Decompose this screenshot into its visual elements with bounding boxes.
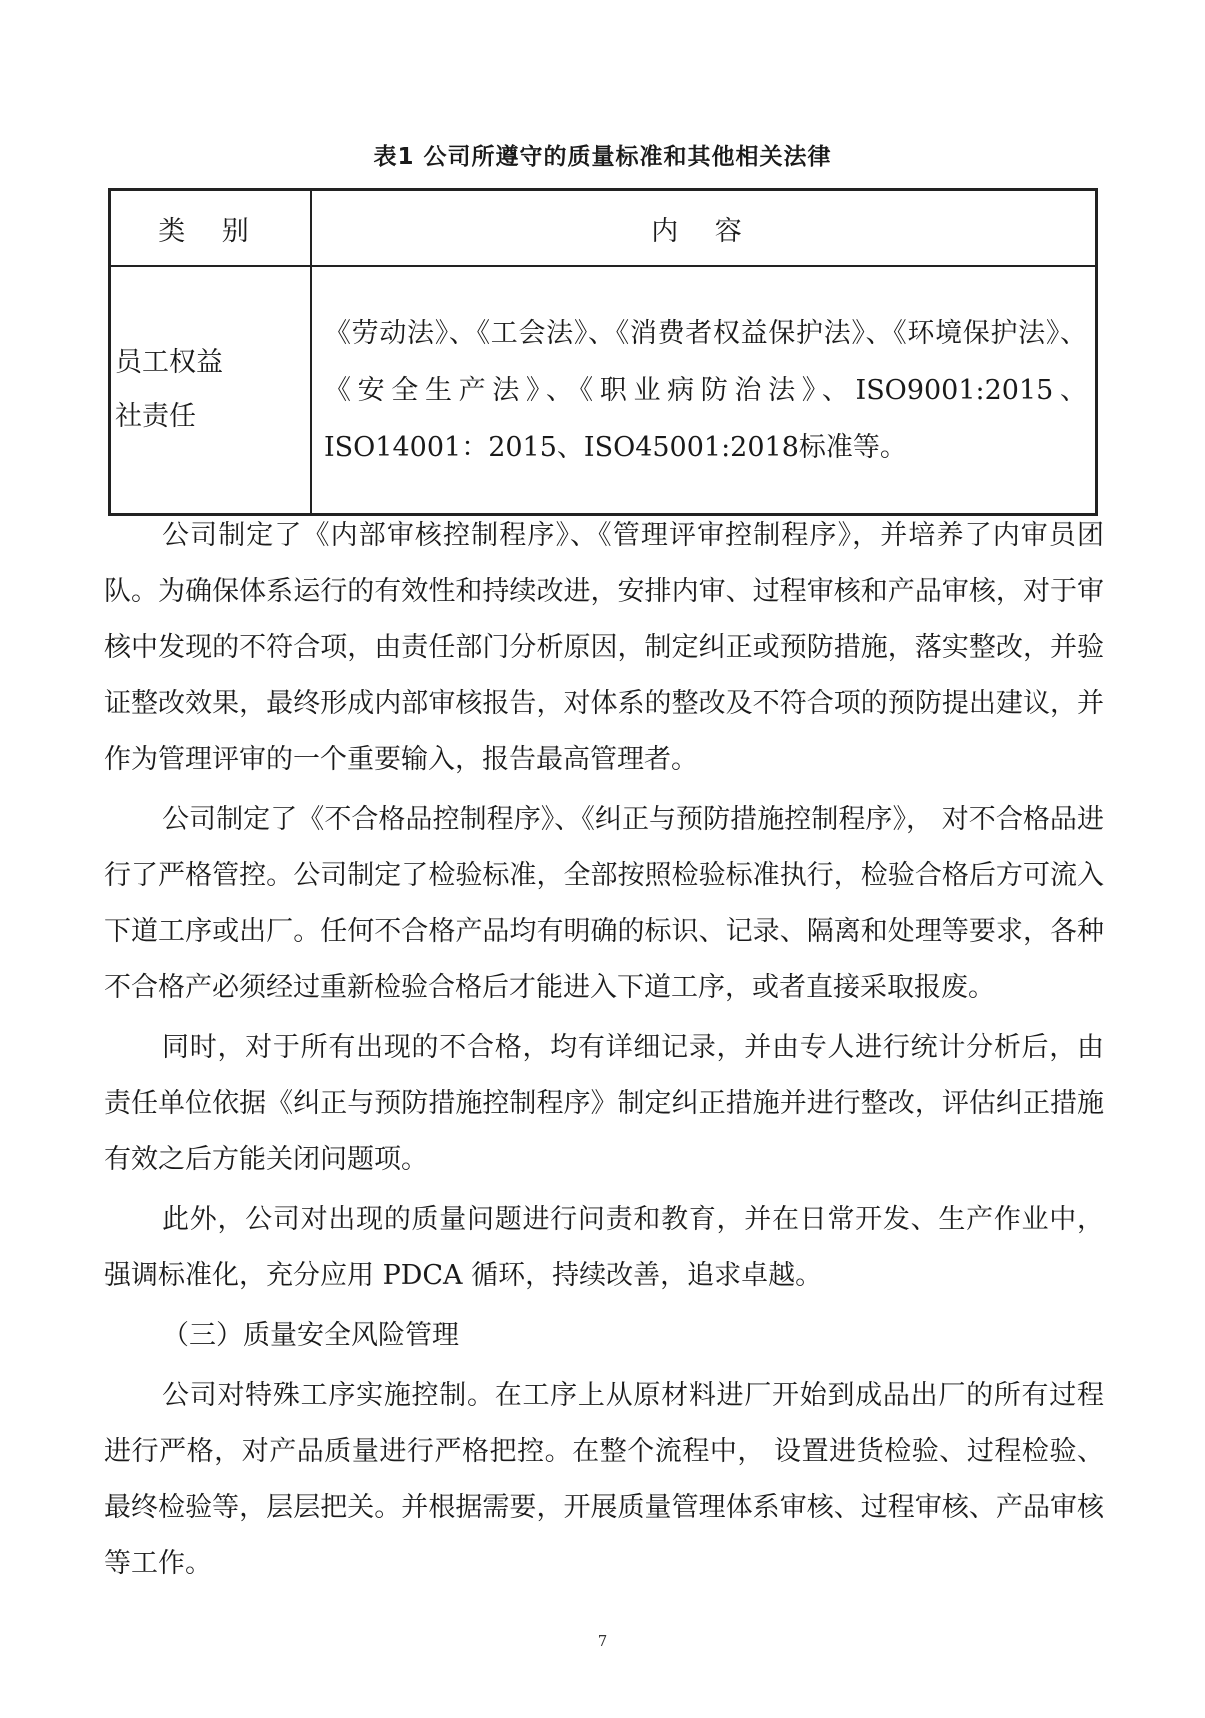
body-text <box>104 508 1104 1596</box>
header-category: 类 别 <box>110 190 312 267</box>
paragraph: 公司制定了《不合格品控制程序》、《纠正与预防措施控制程序》， 对不合格品进行了严格管控。公司制定了检验标准，全部按照检验标准执行，检验合格后方可流入下道工序或出厂。任何不合格产品均有明确的标识、记录、隔离和处理等要求，各种不合格产必须经过重新检验合格后才能进入下道工序，或者直接采取报废。 <box>104 804 1104 1003</box>
table-row <box>110 266 1097 515</box>
content-cell: 《劳动法》、《工会法》、《消费者权益保护法》、《环境保护法》、《安全生产法》、《职业病防治法》、ISO9001:2015、ISO14001：2015、ISO45001:2018标准等。 <box>311 266 1097 515</box>
regulations-table <box>108 188 1098 516</box>
category-line: 员工权益 <box>115 347 223 378</box>
category-cell <box>110 266 312 515</box>
table-header-row <box>110 190 1097 267</box>
header-content: 内 容 <box>311 190 1097 267</box>
table-caption: 表1 公司所遵守的质量标准和其他相关法律 <box>373 144 832 170</box>
paragraph: 同时，对于所有出现的不合格，均有详细记录，并由专人进行统计分析后，由责任单位依据《纠正与预防措施控制程序》制定纠正措施并进行整改，评估纠正措施有效之后方能关闭问题项。 <box>104 1032 1104 1175</box>
paragraph: 公司制定了《内部审核控制程序》、《管理评审控制程序》，并培养了内审员团队。为确保体系运行的有效性和持续改进，安排内审、过程审核和产品审核，对于审核中发现的不符合项，由责任部门分析原因，制定纠正或预防措施，落实整改，并验证整改效果，最终形成内部审核报告，对体系的整改及不符合项的预防提出建议，并作为管理评审的一个重要输入，报告最高管理者。 <box>104 520 1104 775</box>
section-heading: （三）质量安全风险管理 <box>162 1320 459 1351</box>
paragraph: 此外，公司对出现的质量问题进行问责和教育，并在日常开发、生产作业中，强调标准化，充分应用 PDCA 循环，持续改善，追求卓越。 <box>104 1204 1104 1291</box>
page-number: 7 <box>597 1632 608 1650</box>
paragraph: 公司对特殊工序实施控制。在工序上从原材料进厂开始到成品出厂的所有过程进行严格，对产品质量进行严格把控。在整个流程中， 设置进货检验、过程检验、最终检验等，层层把关。并根据需要，开展质量管理体系审核、过程审核、产品审核等工作。 <box>104 1380 1104 1579</box>
category-line: 社责任 <box>115 401 196 432</box>
